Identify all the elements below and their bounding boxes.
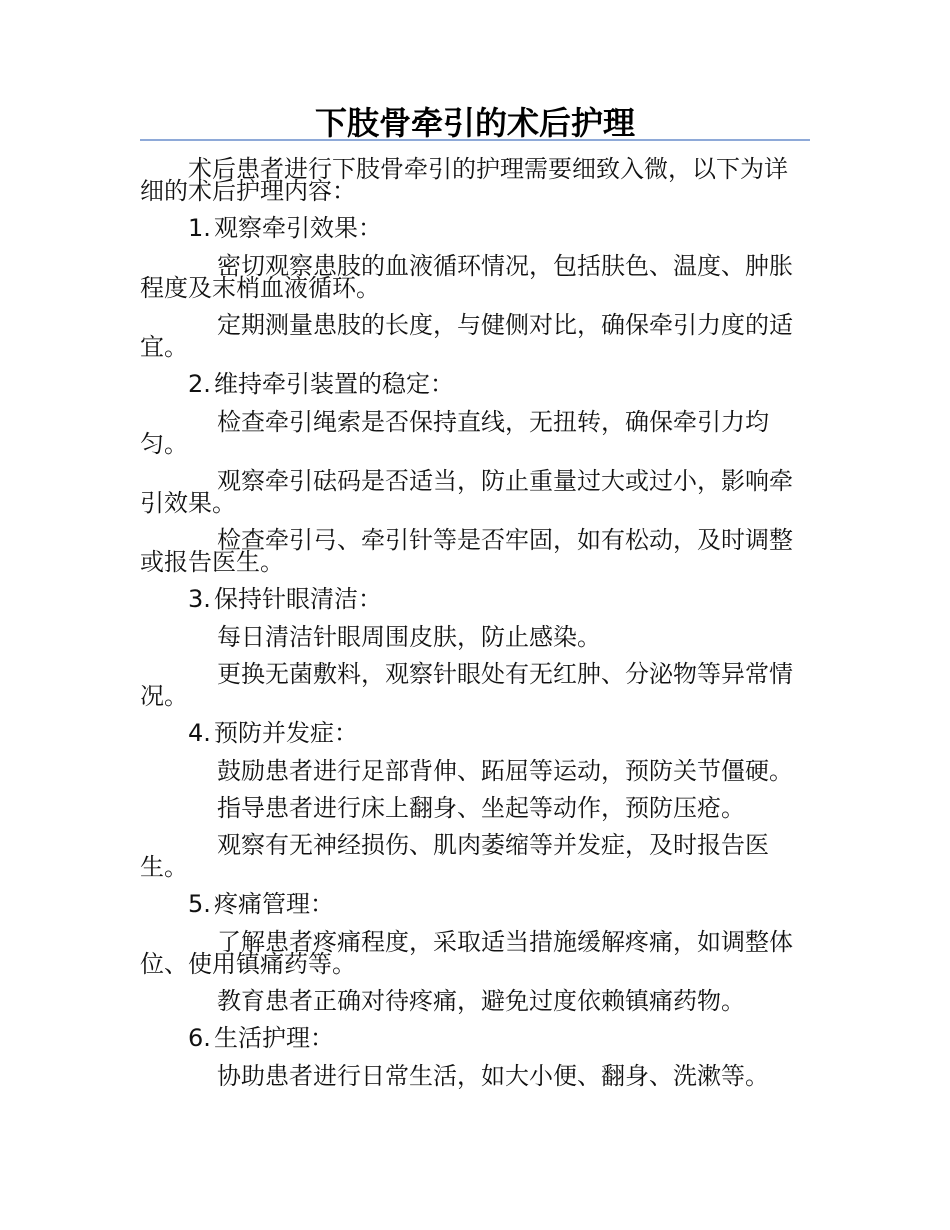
page-title: 下肢骨牵引的术后护理	[314, 104, 635, 142]
section-number: 5.	[188, 890, 211, 918]
list-item: 检查牵引绳索是否保持直线，无扭转，确保牵引力均匀。	[140, 408, 769, 458]
list-item: 每日清洁针眼周围皮肤，防止感染。	[217, 623, 601, 651]
section-2	[140, 370, 810, 576]
section-heading-text: 维持牵引装置的稳定：	[214, 370, 454, 398]
section-heading-text: 保持针眼清洁：	[214, 585, 382, 613]
section-heading	[140, 1024, 810, 1052]
section-number: 1.	[188, 214, 211, 242]
section-number: 2.	[188, 370, 211, 398]
list-item: 教育患者正确对待疼痛，避免过度依赖镇痛药物。	[217, 987, 745, 1015]
section-number: 3.	[188, 585, 211, 613]
list-item: 协助患者进行日常生活，如大小便、翻身、洗漱等。	[217, 1062, 769, 1090]
document-body	[140, 155, 810, 1102]
list-item: 定期测量患肢的长度，与健侧对比，确保牵引力度的适宜。	[140, 311, 793, 361]
section-number: 6.	[188, 1024, 211, 1052]
section-5	[140, 890, 810, 1015]
section-heading-text: 观察牵引效果：	[214, 214, 382, 242]
list-item: 鼓励患者进行足部背伸、跖屈等运动，预防关节僵硬。	[217, 757, 793, 785]
list-item: 指导患者进行床上翻身、坐起等动作，预防压疮。	[217, 794, 745, 822]
section-1	[140, 214, 810, 361]
section-heading	[140, 890, 810, 918]
title-underline	[140, 139, 810, 141]
section-4	[140, 719, 810, 881]
section-heading	[140, 585, 810, 613]
section-heading	[140, 214, 810, 242]
section-6	[140, 1024, 810, 1090]
section-heading-text: 预防并发症：	[214, 719, 358, 747]
section-heading	[140, 719, 810, 747]
section-3	[140, 585, 810, 710]
section-number: 4.	[188, 719, 211, 747]
intro-paragraph: 术后患者进行下肢骨牵引的护理需要细致入微，以下为详细的术后护理内容：	[140, 155, 788, 205]
list-item: 检查牵引弓、牵引针等是否牢固，如有松动，及时调整或报告医生。	[140, 526, 793, 576]
list-item: 密切观察患肢的血液循环情况，包括肤色、温度、肿胀程度及末梢血液循环。	[140, 252, 793, 302]
section-heading	[140, 370, 810, 398]
title-block	[140, 104, 810, 144]
section-heading-text: 疼痛管理：	[214, 890, 334, 918]
list-item: 更换无菌敷料，观察针眼处有无红肿、分泌物等异常情况。	[140, 660, 793, 710]
list-item: 观察牵引砝码是否适当，防止重量过大或过小，影响牵引效果。	[140, 467, 793, 517]
list-item: 了解患者疼痛程度，采取适当措施缓解疼痛，如调整体位、使用镇痛药等。	[140, 928, 793, 978]
section-heading-text: 生活护理：	[214, 1024, 334, 1052]
list-item: 观察有无神经损伤、肌肉萎缩等并发症，及时报告医生。	[140, 831, 769, 881]
